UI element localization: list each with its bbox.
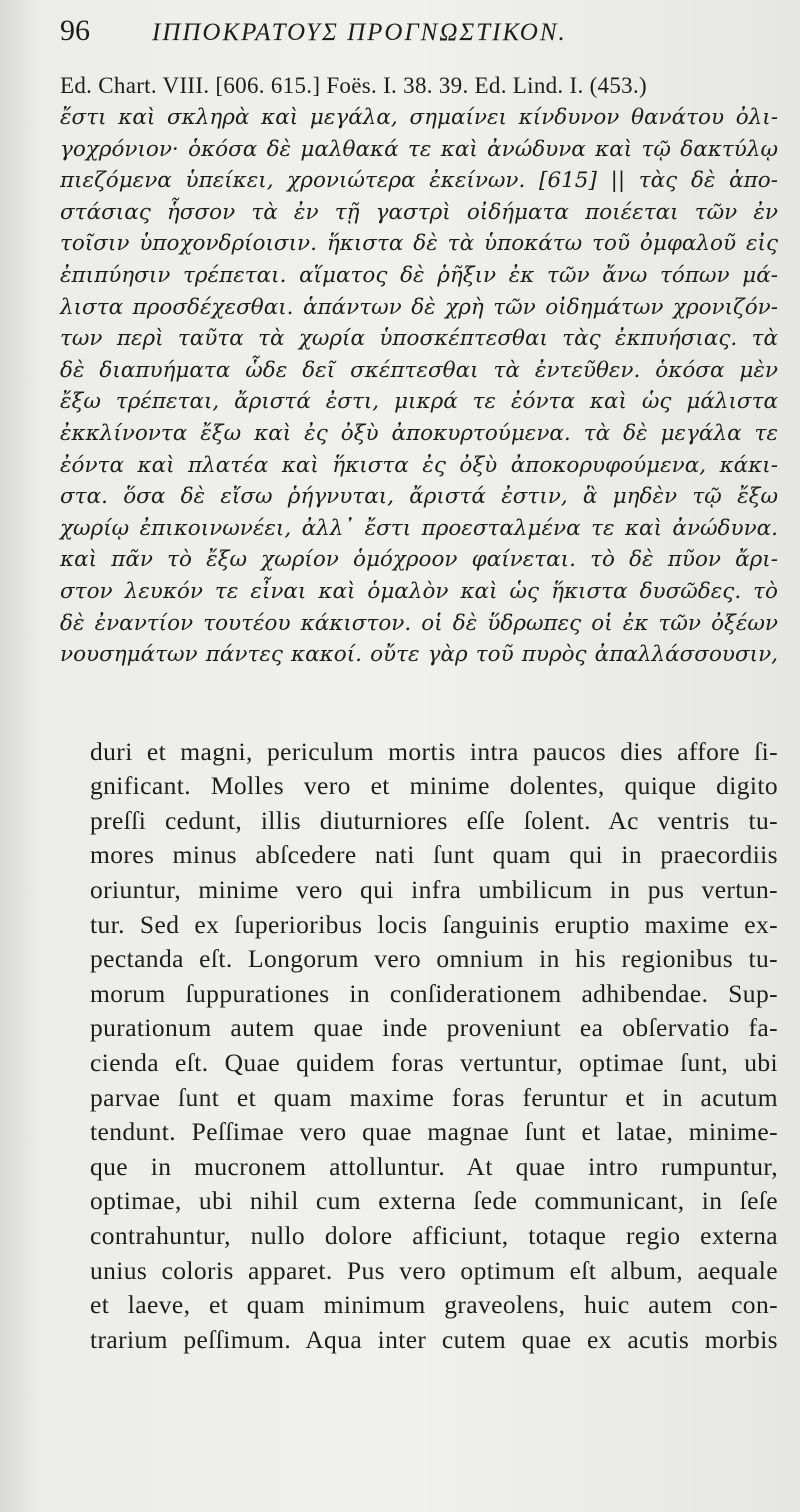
latin-text-line: cienda eſt. Quae quidem foras vertuntur, optimae ſunt, ubi	[90, 1048, 778, 1078]
latin-text-line: parvae ſunt et quam maxime foras feruntur et in acutum	[90, 1082, 778, 1112]
latin-text-line: trarium peſſimum. Aqua inter cutem quae ex acutis morbis	[90, 1324, 778, 1354]
page-number: 96	[60, 14, 90, 47]
greek-text-line: νουσημάτων πάντες κακοί. οὔτε γὰρ τοῦ πυρὸς ἀπαλλάσσουσιν,	[60, 642, 778, 668]
latin-text-line: unius coloris apparet. Pus vero optimum eſt album, aequale	[90, 1255, 778, 1285]
greek-text-line: χωρίῳ ἐπικοινωνέει, ἀλλ᾽ ἔστι προεσταλμένα τε καὶ ἀνώδυνα.	[60, 515, 778, 541]
latin-text-line: optimae, ubi nihil cum externa ſede communicant, in ſeſe	[90, 1186, 778, 1216]
greek-text-line: δὲ ἐναντίον τουτέου κάκιστον. οἱ δὲ ὕδρωπες οἱ ἐκ τῶν ὀξέων	[60, 610, 778, 636]
latin-text-line: preſſi cedunt, illis diuturniores eſſe ſolent. Ac ventris tu-	[90, 805, 778, 835]
greek-text-line: στον λευκόν τε εἶναι καὶ ὁμαλὸν καὶ ὡς ἥκιστα δυσῶδες. τὸ	[60, 578, 778, 604]
greek-text-line: δὲ διαπυήματα ὧδε δεῖ σκέπτεσθαι τὰ ἐντεῦθεν. ὁκόσα μὲν	[60, 357, 778, 383]
edition-reference-line: Ed. Chart. VIII. [606. 615.] Foës. I. 38. 39. Ed. Lind. I. (453.)	[60, 73, 647, 98]
greek-text-line: ἔξω τρέπεται, ἄριστά ἐστι, μικρά τε ἐόντα καὶ ὡς μάλιστα	[60, 389, 778, 415]
greek-text-line: τοῖσιν ὑποχονδρίοισιν. ἥκιστα δὲ τὰ ὑποκάτω τοῦ ὀμφαλοῦ εἰς	[60, 231, 778, 257]
greek-text-line: ἐόντα καὶ πλατέα καὶ ἥκιστα ἐς ὀξὺ ἀποκορυφούμενα, κάκι-	[60, 452, 778, 478]
running-title: ΙΠΠΟΚΡΑΤΟΥΣ ΠΡΟΓΝΩΣΤΙΚΟΝ.	[152, 19, 567, 46]
greek-text-line: των περὶ ταῦτα τὰ χωρία ὑποσκέπτεσθαι τὰς ἐκπυήσιας. τὰ	[60, 326, 778, 352]
latin-text-line: pectanda eſt. Longorum vero omnium in his regionibus tu-	[90, 944, 778, 974]
latin-text-line: tur. Sed ex ſuperioribus locis ſanguinis eruptio maxime ex-	[90, 909, 778, 939]
latin-text-line: tendunt. Peſſimae vero quae magnae ſunt et latae, minime-	[90, 1117, 778, 1147]
latin-text-line: mores minus abſcedere nati ſunt quam qui in praecordiis	[90, 840, 778, 870]
latin-text-line: morum ſuppurationes in conſiderationem adhibendae. Sup-	[90, 978, 778, 1008]
latin-text-line: duri et magni, periculum mortis intra paucos dies affore ſi-	[90, 736, 778, 766]
running-head	[60, 14, 778, 72]
greek-text-line: ἔστι καὶ σκληρὰ καὶ μεγάλα, σημαίνει κίνδυνον θανάτου ὀλι-	[60, 105, 778, 130]
greek-text-line: στάσιας ἧσσον τὰ ἐν τῇ γαστρὶ οἰδήματα ποιέεται τῶν ἐν	[60, 199, 778, 225]
latin-text-line: purationum autem quae inde proveniunt ea obſervatio fa-	[90, 1013, 778, 1043]
latin-translation-block	[60, 735, 778, 1358]
greek-text-line: στα. ὅσα δὲ εἴσω ῥήγνυται, ἄριστά ἐστιν, ἃ μηδὲν τῷ ἔξω	[60, 484, 778, 510]
latin-text-line: et laeve, et quam minimum graveolens, huic autem con-	[90, 1290, 778, 1320]
greek-text-line: καὶ πᾶν τὸ ἔξω χωρίον ὁμόχροον φαίνεται. τὸ δὲ πῦον ἄρι-	[60, 547, 778, 573]
greek-text-block	[60, 102, 778, 671]
greek-text-line: ἐκκλίνοντα ἔξω καὶ ἐς ὀξὺ ἀποκυρτούμενα. τὰ δὲ μεγάλα τε	[60, 420, 778, 446]
latin-text-line: gnificant. Molles vero et minime dolentes, quique digito	[90, 771, 778, 801]
greek-text-line: γοχρόνιον· ὁκόσα δὲ μαλθακά τε καὶ ἀνώδυνα καὶ τῷ δακτύλῳ	[60, 136, 778, 162]
greek-text-line: πιεζόμενα ὑπείκει, χρονιώτερα ἐκείνων. [615] || τὰς δὲ ἀπο-	[60, 168, 778, 194]
section-gap	[60, 671, 778, 735]
latin-text-line: oriuntur, minime vero qui infra umbilicum in pus vertun-	[90, 875, 778, 905]
greek-text-line: λιστα προσδέχεσθαι. ἁπάντων δὲ χρὴ τῶν οἰδημάτων χρονιζόν-	[60, 294, 778, 320]
latin-text-line: contrahuntur, nullo dolore afficiunt, totaque regio externa	[90, 1221, 778, 1250]
latin-text-line: que in mucronem attolluntur. At quae intro rumpuntur,	[90, 1151, 778, 1181]
greek-text-line: ἐπιπύησιν τρέπεται. αἵματος δὲ ῥῆξιν ἐκ τῶν ἄνω τόπων μά-	[60, 262, 778, 288]
